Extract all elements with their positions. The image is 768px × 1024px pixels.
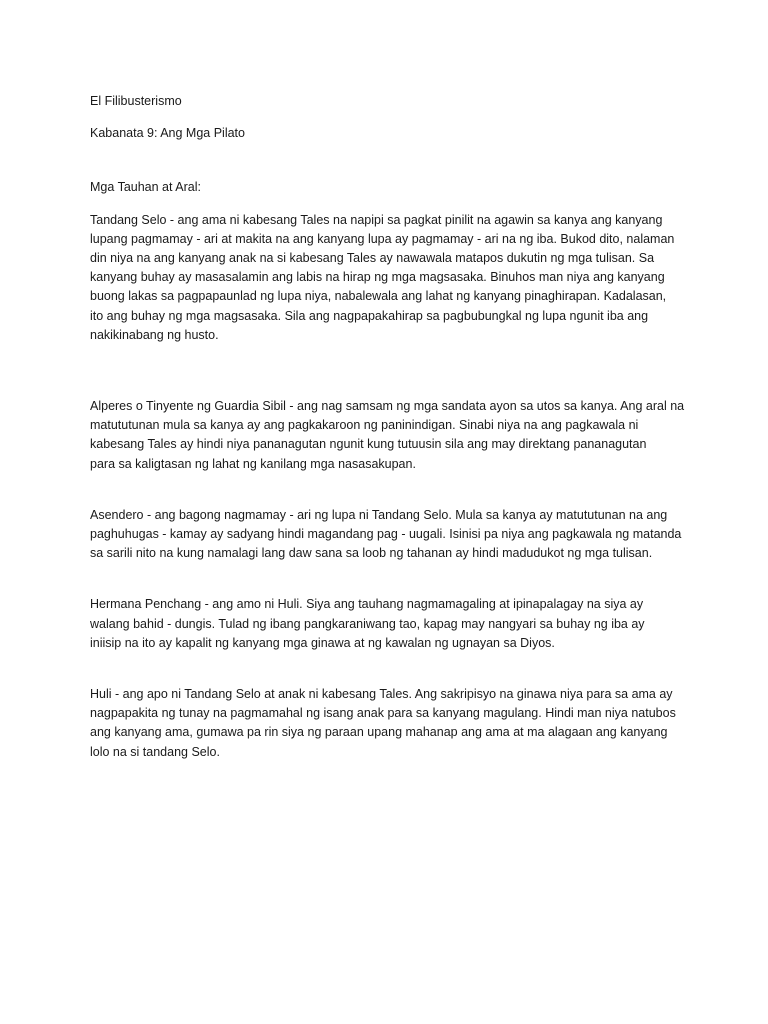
paragraph-line: buong lakas sa pagpapaunlad ng lupa niya, nabalewala ang lahat ng kanyang pinaghirapan. Kadalasan, [90,289,667,304]
paragraph-line: sa sarili nito na kung namalagi lang daw sana sa loob ng tahanan ay hindi madudukot ng mga tulisan. [90,546,653,561]
paragraph-line: Alperes o Tinyente ng Guardia Sibil - ang nag samsam ng mga sandata ayon sa utos sa kanya. Ang aral na [90,399,685,414]
chapter-title: Kabanata 9: Ang Mga Pilato [90,126,245,141]
paragraph-line: nagpapakita ng tunay na pagmamahal ng isang anak para sa kanyang magulang. Hindi man niya natubos [90,706,676,721]
character-paragraph-alperes [90,397,690,474]
character-paragraph-asendero [90,506,690,564]
character-paragraph-hermana-penchang [90,595,690,653]
section-heading: Mga Tauhan at Aral: [90,180,201,195]
paragraph-line: kanyang buhay ay masasalamin ang labis na hirap ng mga magsasaka. Binuhos man niya ang kanyang [90,270,665,285]
paragraph-line: ito ang buhay ng mga magsasaka. Sila ang nagpapakahirap sa pagbubungkal ng lupa ngunit iba ang [90,308,649,323]
paragraph-line: walang bahid - dungis. Tulad ng ibang pangkaraniwang tao, kapag may nangyari sa buhay ng iba ay [90,616,645,631]
paragraph-line: Asendero - ang bagong nagmamay - ari ng lupa ni Tandang Selo. Mula sa kanya ay matututunan na ang [90,507,668,522]
paragraph-line: iniisip na ito ay kapalit ng kanyang mga ginawa at ng kawalan ng ugnayan sa Diyos. [90,635,555,650]
paragraph-line: para sa kaligtasan ng lahat ng kanilang mga nasasakupan. [90,456,416,471]
paragraph-line: kabesang Tales ay hindi niya pananagutan ngunit kung tutuusin sila ang may direktang pananagutan [90,437,647,452]
paragraph-line: lolo na si tandang Selo. [90,744,220,759]
paragraph-line: lupang pagmamay - ari at makita na ang kanyang lupa ay pagmamay - ari na ng iba. Bukod dito, nalaman [90,231,675,246]
character-paragraph-tandang-selo [90,211,690,345]
paragraph-line: matututunan mula sa kanya ay ang pagkakaroon ng paninindigan. Sinabi niya na ang pagkawala ni [90,418,639,433]
paragraph-line: ang kanyang ama, gumawa pa rin siya ng paraan upang mahanap ang ama at ma alagaan ang kanyang [90,725,668,740]
document-title: El Filibusterismo [90,94,182,108]
paragraph-line: Hermana Penchang - ang amo ni Huli. Siya ang tauhang nagmamagaling at ipinapalagay na siya ay [90,597,644,612]
paragraph-line: paghuhugas - kamay ay sadyang hindi magandang pag - uugali. Isinisi pa niya ang pagkawala ng matanda [90,527,682,542]
paragraph-line: Huli - ang apo ni Tandang Selo at anak ni kabesang Tales. Ang sakripisyo na ginawa niya para sa ama ay [90,687,673,702]
document-page [90,92,690,762]
character-paragraph-huli [90,685,690,762]
paragraph-line: nakikinabang ng husto. [90,327,219,342]
paragraph-line: din niya na ang kanyang anak na si kabesang Tales ay nawawala matapos dukutin ng mga tulisan. Sa [90,251,655,266]
paragraph-line: Tandang Selo - ang ama ni kabesang Tales na napipi sa pagkat pinilit na agawin sa kanya ang kanyang [90,212,663,227]
